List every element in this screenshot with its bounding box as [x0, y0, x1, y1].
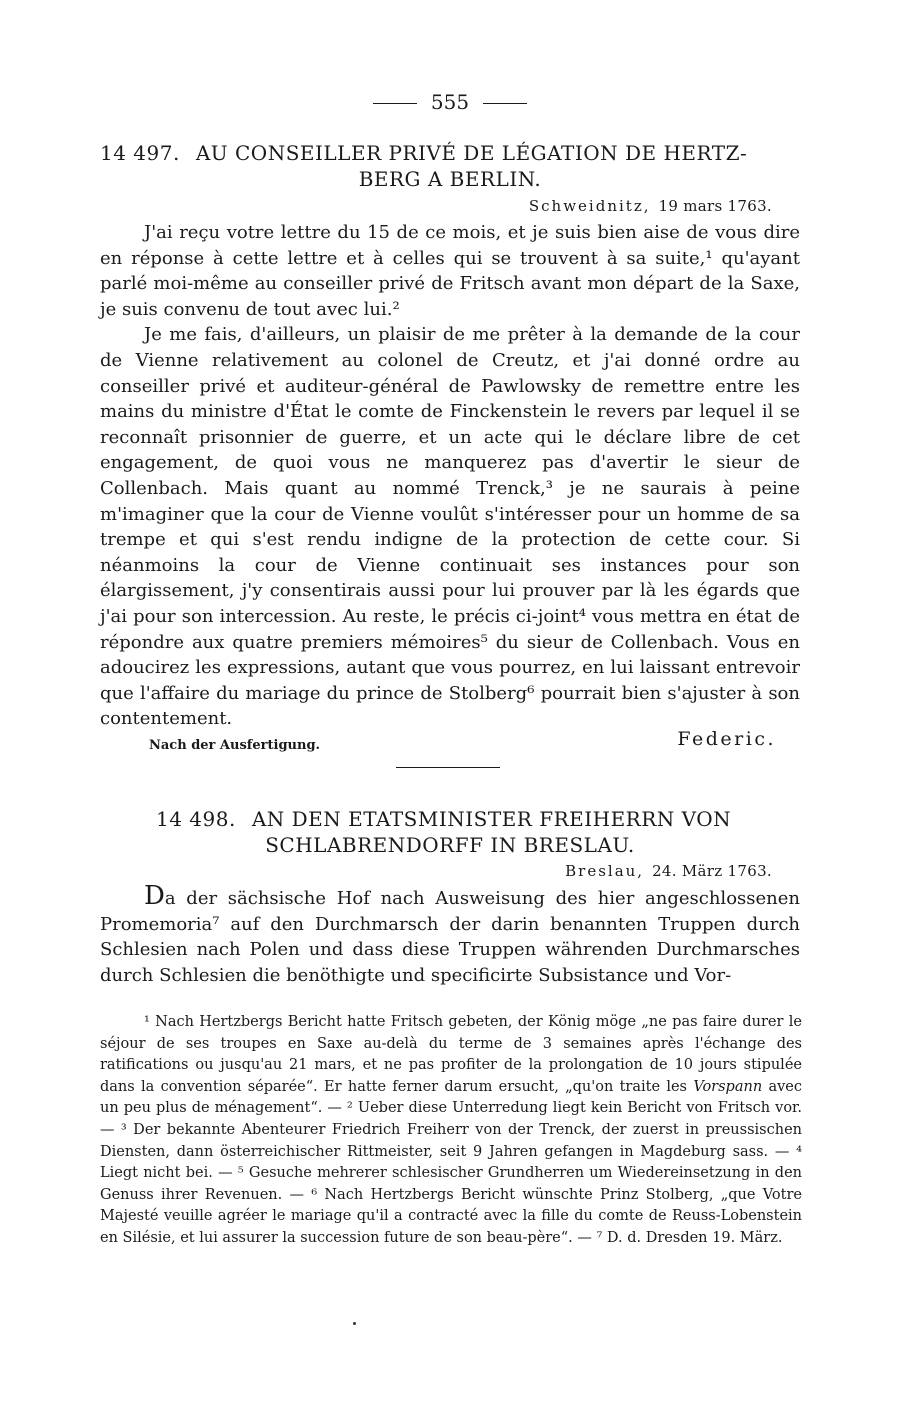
entry2-drop-letter: D — [144, 881, 165, 911]
entry1-date: 19 mars 1763. — [658, 197, 772, 215]
entry1-number: 14 497. — [100, 141, 180, 165]
entry2-title-line2: SCHLABRENDORFF IN BRESLAU. — [265, 833, 635, 857]
entry2-title-line1: AN DEN ETATSMINISTER FREIHERRN VON — [251, 807, 732, 831]
footnotes-part1: ¹ Nach Hertzbergs Bericht hatte Fritsch gebeten, der König möge „ne pas faire durer le séjour de ses troupes en Saxe au-delà du terme de 3 semaines après l'échange des ratifications ou jusqu'au 21 mars, et ne pas profiter de la prolongation de 10 jours stipulée dans la convention séparée“. Er hatte ferner darum ersucht, „qu'on traite les — [100, 1014, 802, 1095]
footnotes-text — [100, 1012, 802, 1250]
entry1-dateline — [529, 197, 772, 215]
page-header — [0, 90, 900, 114]
ink-speck — [353, 1322, 356, 1325]
entry2-body — [100, 881, 800, 988]
entry2-paragraph1-text: a der sächsische Hof nach Ausweisung des hier angeschlossenen Promemoria⁷ auf den Durchmarsch der darin benannten Truppen durch Schlesien nach Polen und dass diese Truppen währenden Durchmarsches durch Schlesien die benöthigte und specificirte Subsistance und Vor- — [100, 888, 800, 986]
entry2-date: 24. März 1763. — [652, 862, 772, 880]
entry2-date-place: Breslau, — [565, 862, 645, 880]
page-number: 555 — [430, 90, 470, 114]
footnotes — [100, 1012, 802, 1250]
entry1-body — [100, 220, 800, 732]
footnotes-italic-word: Vorspann — [693, 1078, 763, 1095]
entry1-heading — [100, 140, 800, 192]
entry1-paragraph2: Je me fais, d'ailleurs, un plaisir de me prêter à la demande de la cour de Vienne relativement au colonel de Creutz, et j'ai donné ordre au conseiller privé et auditeur-général de Pawlowsky de remettre entre les mains du ministre d'État le comte de Finckenstein le revers par lequel il se reconnaît prisonnier de guerre, et un acte qui le déclare libre de cet engagement, de quoi vous ne manquerez pas d'avertir le sieur de Collenbach. Mais quant au nommé Trenck,³ je ne saurais à peine m'imaginer que la cour de Vienne voulût s'intéresser pour un homme de sa trempe et qui s'est rendu indigne de la protection de cette cour. Si néanmoins la cour de Vienne continuait ses instances pour son élargissement, j'y consentirais aussi pour lui prouver par là les égards que j'ai pour son intercession. Au reste, le précis ci-joint⁴ vous mettra en état de répondre aux quatre premiers mémoires⁵ du sieur de Collenbach. Vous en adoucirez les expressions, autant que vous pourrez, en lui laissant entrevoir que l'affaire du mariage du prince de Stolberg⁶ pourrait bien s'ajuster à son contentement. — [100, 324, 800, 730]
entry1-title-line2: BERG A BERLIN. — [358, 167, 542, 191]
entry1-date-place: Schweidnitz, — [528, 197, 651, 215]
entry1-signature: Federic. — [677, 728, 776, 750]
entry2-number: 14 498. — [156, 807, 236, 831]
entry1-source-note: Nach der Ausfertigung. — [149, 738, 321, 753]
entry2-dateline — [565, 862, 772, 880]
entry2-heading — [100, 806, 800, 858]
footnotes-part2: avec un peu plus de ménagement“. — ² Ueber diese Unterredung liegt kein Bericht von Fritsch vor. — ³ Der bekannte Abenteurer Friedrich Freiherr von der Trenck, der zuerst in preussischen Diensten, dann österreichischer Rittmeister, seit 9 Jahren gefangen in Magdeburg sass. — ⁴ Liegt nicht bei. — ⁵ Gesuche mehrerer schlesischer Grundherren um Wiedereinsetzung in den Genuss ihrer Revenuen. — ⁶ Nach Hertzbergs Bericht wünschte Prinz Stolberg, „que Votre Majesté veuille agréer le mariage qu'il a contracté avec la fille du comte de Reuss-Lobenstein en Silésie, et lui assurer la succession future de son beau-père“. — ⁷ D. d. Dresden 19. März. — [100, 1078, 803, 1246]
header-rule-left — [373, 103, 417, 104]
header-rule-right — [483, 103, 527, 104]
entry-divider — [396, 767, 500, 768]
entry2-paragraph1 — [100, 881, 800, 988]
entry1-title-line1: AU CONSEILLER PRIVÉ DE LÉGATION DE HERTZ- — [195, 141, 748, 165]
entry1-paragraph1: J'ai reçu votre lettre du 15 de ce mois, et je suis bien aise de vous dire en réponse à cette lettre et à celles qui se trouvent à sa suite,¹ qu'ayant parlé moi-même au conseiller privé de Fritsch avant mon départ de la Saxe, je suis convenu de tout avec lui.² — [100, 222, 800, 320]
